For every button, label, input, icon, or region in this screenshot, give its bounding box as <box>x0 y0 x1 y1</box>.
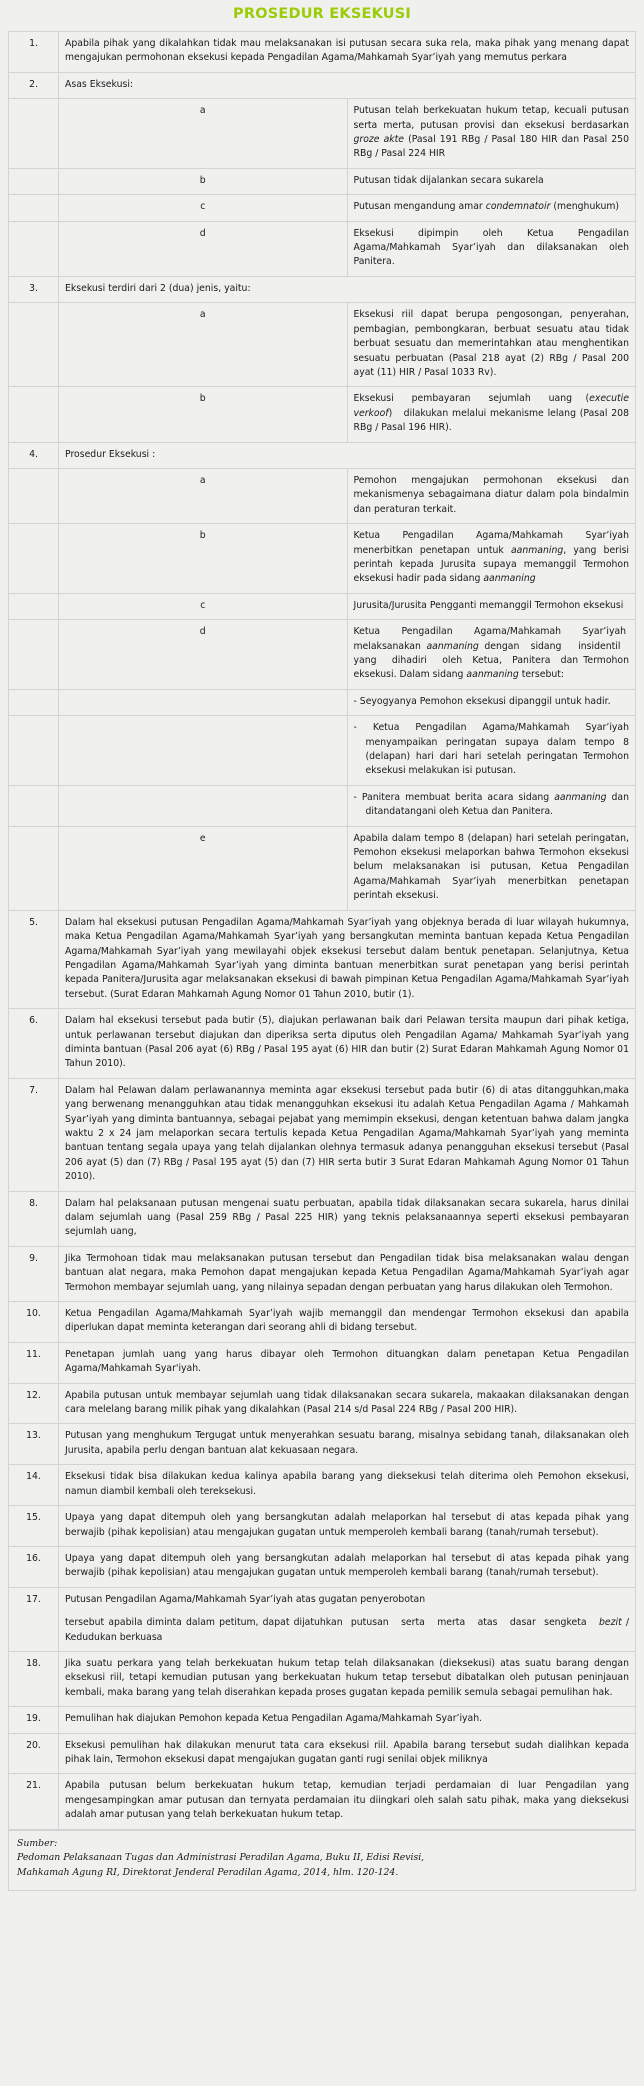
table-row <box>9 32 636 73</box>
table-row <box>9 276 636 302</box>
italic-term: executie verkoof <box>353 393 629 419</box>
table-row <box>9 910 636 1008</box>
row-content: Apabila dalam tempo 8 (delapan) hari setelah peringatan, Pemohon eksekusi melaporkan bahwa Termohon eksekusi belum melaksanakan isi putusan, Ketua Pengadilan Agama/Mahkamah Syar’iyah menerbitkan penetapan perintah eksekusi. <box>347 826 636 910</box>
row-number: 3. <box>9 276 59 302</box>
row-letter: b <box>59 168 348 194</box>
row-content: Asas Eksekusi: <box>59 72 636 98</box>
table-row <box>9 1302 636 1343</box>
row-number: 6. <box>9 1009 59 1079</box>
row-number-blank <box>9 826 59 910</box>
table-row <box>9 1774 636 1829</box>
dash-line: - Panitera membuat berita acara sidang aanmaning dan ditandatangani oleh Ketua dan Panitera. <box>353 791 629 818</box>
row-number-blank <box>9 593 59 619</box>
row-content: Apabila putusan belum berkekuatan hukum tetap, kemudian terjadi perdamaian di luar Pengadilan yang mengesampingkan amar putusan dan ternyata perdamaian itu diingkari oleh salah satu pihak, maka yang dieksekusi adalah amar putusan yang telah berkekuatan hukum tetap. <box>59 1774 636 1829</box>
row-content: Eksekusi dipimpin oleh Ketua Pengadilan Agama/Mahkamah Syar’iyah dan dilaksanakan oleh Panitera. <box>347 221 636 276</box>
row-number-blank <box>9 620 59 690</box>
table-row <box>9 442 636 468</box>
table-row <box>9 1506 636 1547</box>
table-row <box>9 168 636 194</box>
row-letter-blank <box>59 716 348 786</box>
row-content: Dalam hal pelaksanaan putusan mengenai suatu perbuatan, apabila tidak dilaksanakan secara sukarela, harus dinilai dalam sejumlah uang (Pasal 259 RBg / Pasal 225 HIR) yang teknis pelaksanaannya seperti eksekusi pembayaran sejumlah uang, <box>59 1191 636 1246</box>
row-number: 1. <box>9 32 59 73</box>
row-content: Putusan telah berkekuatan hukum tetap, kecuali putusan serta merta, putusan provisi dan eksekusi berdasarkan groze akte (Pasal 191 RBg / Pasal 180 HIR dan Pasal 250 RBg / Pasal 224 HIR <box>347 99 636 169</box>
row-content: Eksekusi pembayaran sejumlah uang (executie verkoof) dilakukan melalui mekanisme lelang (Pasal 208 RBg / Pasal 196 HIR). <box>347 387 636 442</box>
row-number-blank <box>9 689 59 715</box>
procedure-table <box>8 31 636 1830</box>
row-content: Putusan yang menghukum Tergugat untuk menyerahkan sesuatu barang, misalnya sebidang tanah, dilaksanakan oleh Jurusita, apabila perlu dengan bantuan alat kekuasaan negara. <box>59 1424 636 1465</box>
row-content <box>347 716 636 786</box>
table-row <box>9 221 636 276</box>
table-row <box>9 593 636 619</box>
row-content: Eksekusi terdiri dari 2 (dua) jenis, yaitu: <box>59 276 636 302</box>
row-content: Prosedur Eksekusi : <box>59 442 636 468</box>
table-row <box>9 1587 636 1651</box>
table-row <box>9 826 636 910</box>
table-row <box>9 689 636 715</box>
row-content <box>347 785 636 826</box>
table-row <box>9 72 636 98</box>
row-content: Apabila putusan untuk membayar sejumlah uang tidak dilaksanakan secara sukarela, makaakan dilaksanakan dengan cara melelang barang milik pihak yang dikalahkan (Pasal 214 s/d Pasal 224 RBg / Pasal 200 HIR). <box>59 1383 636 1424</box>
italic-term: aanmaning <box>426 640 479 652</box>
source-note <box>8 1830 636 1892</box>
italic-term: aanmaning <box>483 573 536 585</box>
row-content: Putusan mengandung amar condemnatoir (menghukum) <box>347 195 636 221</box>
row-content: Eksekusi tidak bisa dilakukan kedua kalinya apabila barang yang dieksekusi telah diterima oleh Pemohon eksekusi, namun diambil kembali oleh tereksekusi. <box>59 1465 636 1506</box>
row-number: 21. <box>9 1774 59 1829</box>
row-content: Ketua Pengadilan Agama/Mahkamah Syar’iyah menerbitkan penetapan untuk aanmaning, yang berisi perintah kepada Jurusita supaya memanggil Termohon eksekusi hadir pada sidang aanmaning <box>347 524 636 594</box>
paragraph-gap <box>65 1607 629 1616</box>
row-number-blank <box>9 387 59 442</box>
dash-line: - Seyogyanya Pemohon eksekusi dipanggil untuk hadir. <box>353 695 611 707</box>
table-row <box>9 1424 636 1465</box>
row-number-blank <box>9 785 59 826</box>
row-content: Jika Termohoan tidak mau melaksanakan putusan tersebut dan Pengadilan tidak bisa melaksanakan walau dengan bantuan alat negara, maka Pemohon dapat mengajukan kepada Ketua Pengadilan Agama/Mahkamah Syar’iyah agar Termohon membayar sejumlah uang, yang nilainya sepadan dengan perbuatan yang harus dilakukan oleh Termohon. <box>59 1246 636 1301</box>
table-row <box>9 524 636 594</box>
row-content: Dalam hal eksekusi putusan Pengadilan Agama/Mahkamah Syar’iyah yang objeknya berada di luar wilayah hukumnya, maka Ketua Pengadilan Agama/Mahkamah Syar’iyah yang bersangkutan meminta bantuan kepada Ketua Pengadilan Agama/Mahkamah Syar’iyah yang mewilayahi objek eksekusi tersebut dalam bentuk penetapan. Selanjutnya, Ketua Pengadilan Agama/Mahkamah Syar’iyah yang diminta bantuan menerbitkan surat penetapan yang berisi perintah kepada Panitera/Jurusita agar melaksanakan eksekusi di bawah pimpinan Ketua Pengadilan Agama/Mahkamah Syar’iyah tersebut. (Surat Edaran Mahkamah Agung Nomor 01 Tahun 2010, butir (1). <box>59 910 636 1008</box>
table-row <box>9 1651 636 1706</box>
row-letter-blank <box>59 689 348 715</box>
table-row <box>9 195 636 221</box>
row-content: Dalam hal Pelawan dalam perlawanannya meminta agar eksekusi tersebut pada butir (6) di atas ditangguhkan,maka yang berwenang menangguhkan atau tidak menangguhkan eksekusi itu adalah Ketua Pengadilan Agama / Mahkamah Syar’iyah yang diminta bantuannya, sebagai pejabat yang memimpin eksekusi, dengan ketentuan bahwa dalam jangka waktu 2 x 24 jam melaporkan secara tertulis kepada Ketua Pengadilan Agama/Mahkamah Syar’iyah yang meminta bantuan tentang segala upaya yang telah dijalankan olehnya termasuk adanya penangguhan eksekusi tersebut (Pasal 206 ayat (5) dan (7) RBg / Pasal 195 ayat (5) dan (7) HIR serta butir 3 Surat Edaran Mahkamah Agung Nomor 01 Tahun 2010). <box>59 1078 636 1191</box>
row-letter: b <box>59 387 348 442</box>
row-number-blank <box>9 524 59 594</box>
row-letter: d <box>59 620 348 690</box>
table-row <box>9 1465 636 1506</box>
row-number: 8. <box>9 1191 59 1246</box>
row-number: 12. <box>9 1383 59 1424</box>
italic-term: bezit <box>598 1617 622 1629</box>
row-content: Putusan tidak dijalankan secara sukarela <box>347 168 636 194</box>
row-letter: a <box>59 468 348 523</box>
table-row <box>9 1383 636 1424</box>
table-row <box>9 99 636 169</box>
table-row <box>9 1546 636 1587</box>
source-line-1: Pedoman Pelaksanaan Tugas dan Administrasi Peradilan Agama, Buku II, Edisi Revisi, <box>17 1852 425 1864</box>
row-letter: c <box>59 593 348 619</box>
row-number-blank <box>9 195 59 221</box>
row-content: Eksekusi riil dapat berupa pengosongan, penyerahan, pembagian, pembongkaran, berbuat sesuatu atau tidak berbuat sesuatu dan memerintahkan atau menghentikan sesuatu perbuatan (Pasal 218 ayat (2) RBg / Pasal 200 ayat (11) HIR / Pasal 1033 Rv). <box>347 303 636 387</box>
italic-term: aanmaning <box>510 544 564 556</box>
italic-term: aanmaning <box>554 791 607 803</box>
row-number-blank <box>9 221 59 276</box>
row-letter: a <box>59 99 348 169</box>
row-letter: a <box>59 303 348 387</box>
row-number: 7. <box>9 1078 59 1191</box>
table-row <box>9 387 636 442</box>
dash-line: - Ketua Pengadilan Agama/Mahkamah Syar’iyah menyampaikan peringatan supaya dalam tempo 8 (delapan) hari dari hari setelah peringatan Termohon eksekusi melakukan isi putusan. <box>353 722 629 777</box>
page-title: PROSEDUR EKSEKUSI <box>233 6 411 22</box>
row-content: Dalam hal eksekusi tersebut pada butir (5), diajukan perlawanan baik dari Pelawan tersita maupun dari pihak ketiga, untuk perlawanan tersebut diajukan dan diperiksa serta diputus oleh Pengadilan Agama/ Mahkamah Syar’iyah yang diminta bantuan (Pasal 206 ayat (6) RBg / Pasal 195 ayat (6) HIR dan butir (2) Surat Edaran Mahkamah Agung Nomor 01 Tahun 2010). <box>59 1009 636 1079</box>
row-content-line2: tersebut apabila diminta dalam petitum, dapat dijatuhkan putusan serta merta atas dasar sengketa bezit / Kedudukan berkuasa <box>65 1617 629 1643</box>
row-content: Eksekusi pemulihan hak dilakukan menurut tata cara eksekusi riil. Apabila barang tersebut sudah dialihkan kepada pihak lain, Termohon eksekusi dapat mengajukan gugatan ganti rugi senilai objek miliknya <box>59 1733 636 1774</box>
row-letter: e <box>59 826 348 910</box>
row-number: 20. <box>9 1733 59 1774</box>
table-row <box>9 1246 636 1301</box>
row-number-blank <box>9 168 59 194</box>
row-number-blank <box>9 303 59 387</box>
table-row <box>9 1078 636 1191</box>
row-content-line1: Putusan Pengadilan Agama/Mahkamah Syar’iyah atas gugatan penyerobotan <box>65 1593 426 1605</box>
row-number-blank <box>9 99 59 169</box>
table-row <box>9 1342 636 1383</box>
row-number: 19. <box>9 1707 59 1733</box>
row-number: 9. <box>9 1246 59 1301</box>
row-number: 15. <box>9 1506 59 1547</box>
row-content: Jurusita/Jurusita Pengganti memanggil Termohon eksekusi <box>347 593 636 619</box>
italic-term: condemnatoir <box>485 201 551 213</box>
table-row <box>9 785 636 826</box>
row-letter: d <box>59 221 348 276</box>
table-row <box>9 716 636 786</box>
table-row <box>9 620 636 690</box>
row-letter: b <box>59 524 348 594</box>
table-row <box>9 1009 636 1079</box>
row-content: Upaya yang dapat ditempuh oleh yang bersangkutan adalah melaporkan hal tersebut di atas kepada pihak yang berwajib (pihak kepolisian) atau mengajukan gugatan untuk memperoleh kembali barang (tanah/rumah tersebut). <box>59 1546 636 1587</box>
row-content: Upaya yang dapat ditempuh oleh yang bersangkutan adalah melaporkan hal tersebut di atas kepada pihak yang berwajib (pihak kepolisian) atau mengajukan gugatan untuk memperoleh kembali barang (tanah/rumah tersebut). <box>59 1506 636 1547</box>
row-number: 17. <box>9 1587 59 1651</box>
row-number: 18. <box>9 1651 59 1706</box>
row-number: 10. <box>9 1302 59 1343</box>
row-content: Ketua Pengadilan Agama/Mahkamah Syar’iyah wajib memanggil dan mendengar Termohon eksekusi dan apabila diperlukan dapat meminta keterangan dari seorang ahli di bidang tersebut. <box>59 1302 636 1343</box>
row-content: Pemulihan hak diajukan Pemohon kepada Ketua Pengadilan Agama/Mahkamah Syar’iyah. <box>59 1707 636 1733</box>
italic-term: groze akte <box>353 134 405 146</box>
table-body <box>9 32 636 1830</box>
source-line-2: Mahkamah Agung RI, Direktorat Jenderal Peradilan Agama, 2014, hlm. 120-124. <box>17 1867 399 1879</box>
row-content <box>347 689 636 715</box>
row-content: Jika suatu perkara yang telah berkekuatan hukum tetap telah dilaksanakan (dieksekusi) atas suatu barang dengan eksekusi riil, tetapi kemudian putusan yang berkekuatan hukum tetap tersebut dibatalkan oleh putusan peninjauan kembali, maka barang yang telah diserahkan kepada proses gugatan kepada pemilik semula sebagai pemulihan hak. <box>59 1651 636 1706</box>
row-content: Penetapan jumlah uang yang harus dibayar oleh Termohon dituangkan dalam penetapan Ketua Pengadilan Agama/Mahkamah Syar'iyah. <box>59 1342 636 1383</box>
row-content <box>59 1587 636 1651</box>
table-row <box>9 1707 636 1733</box>
row-number: 5. <box>9 910 59 1008</box>
table-row <box>9 303 636 387</box>
row-letter-blank <box>59 785 348 826</box>
row-letter: c <box>59 195 348 221</box>
row-number: 11. <box>9 1342 59 1383</box>
row-number-blank <box>9 468 59 523</box>
row-content: Pemohon mengajukan permohonan eksekusi dan mekanismenya sebagaimana diatur dalam pola bindalmin dan peraturan terkait. <box>347 468 636 523</box>
source-label: Sumber: <box>17 1837 58 1849</box>
row-number: 4. <box>9 442 59 468</box>
row-number-blank <box>9 716 59 786</box>
row-number: 13. <box>9 1424 59 1465</box>
row-number: 2. <box>9 72 59 98</box>
table-row <box>9 468 636 523</box>
row-content: Apabila pihak yang dikalahkan tidak mau melaksanakan isi putusan secara suka rela, maka pihak yang menang dapat mengajukan permohonan eksekusi kepada Pengadilan Agama/Mahkamah Syar’iyah yang memutus perkara <box>59 32 636 73</box>
table-row <box>9 1191 636 1246</box>
table-row <box>9 1733 636 1774</box>
row-content: Ketua Pengadilan Agama/Mahkamah Syar’iyah melaksanakan aanmaning dengan sidang insidentil yang dihadiri oleh Ketua, Panitera dan Termohon eksekusi. Dalam sidang aanmaning tersebut: <box>347 620 636 690</box>
italic-term: aanmaning <box>466 669 519 681</box>
row-number: 16. <box>9 1546 59 1587</box>
row-number: 14. <box>9 1465 59 1506</box>
